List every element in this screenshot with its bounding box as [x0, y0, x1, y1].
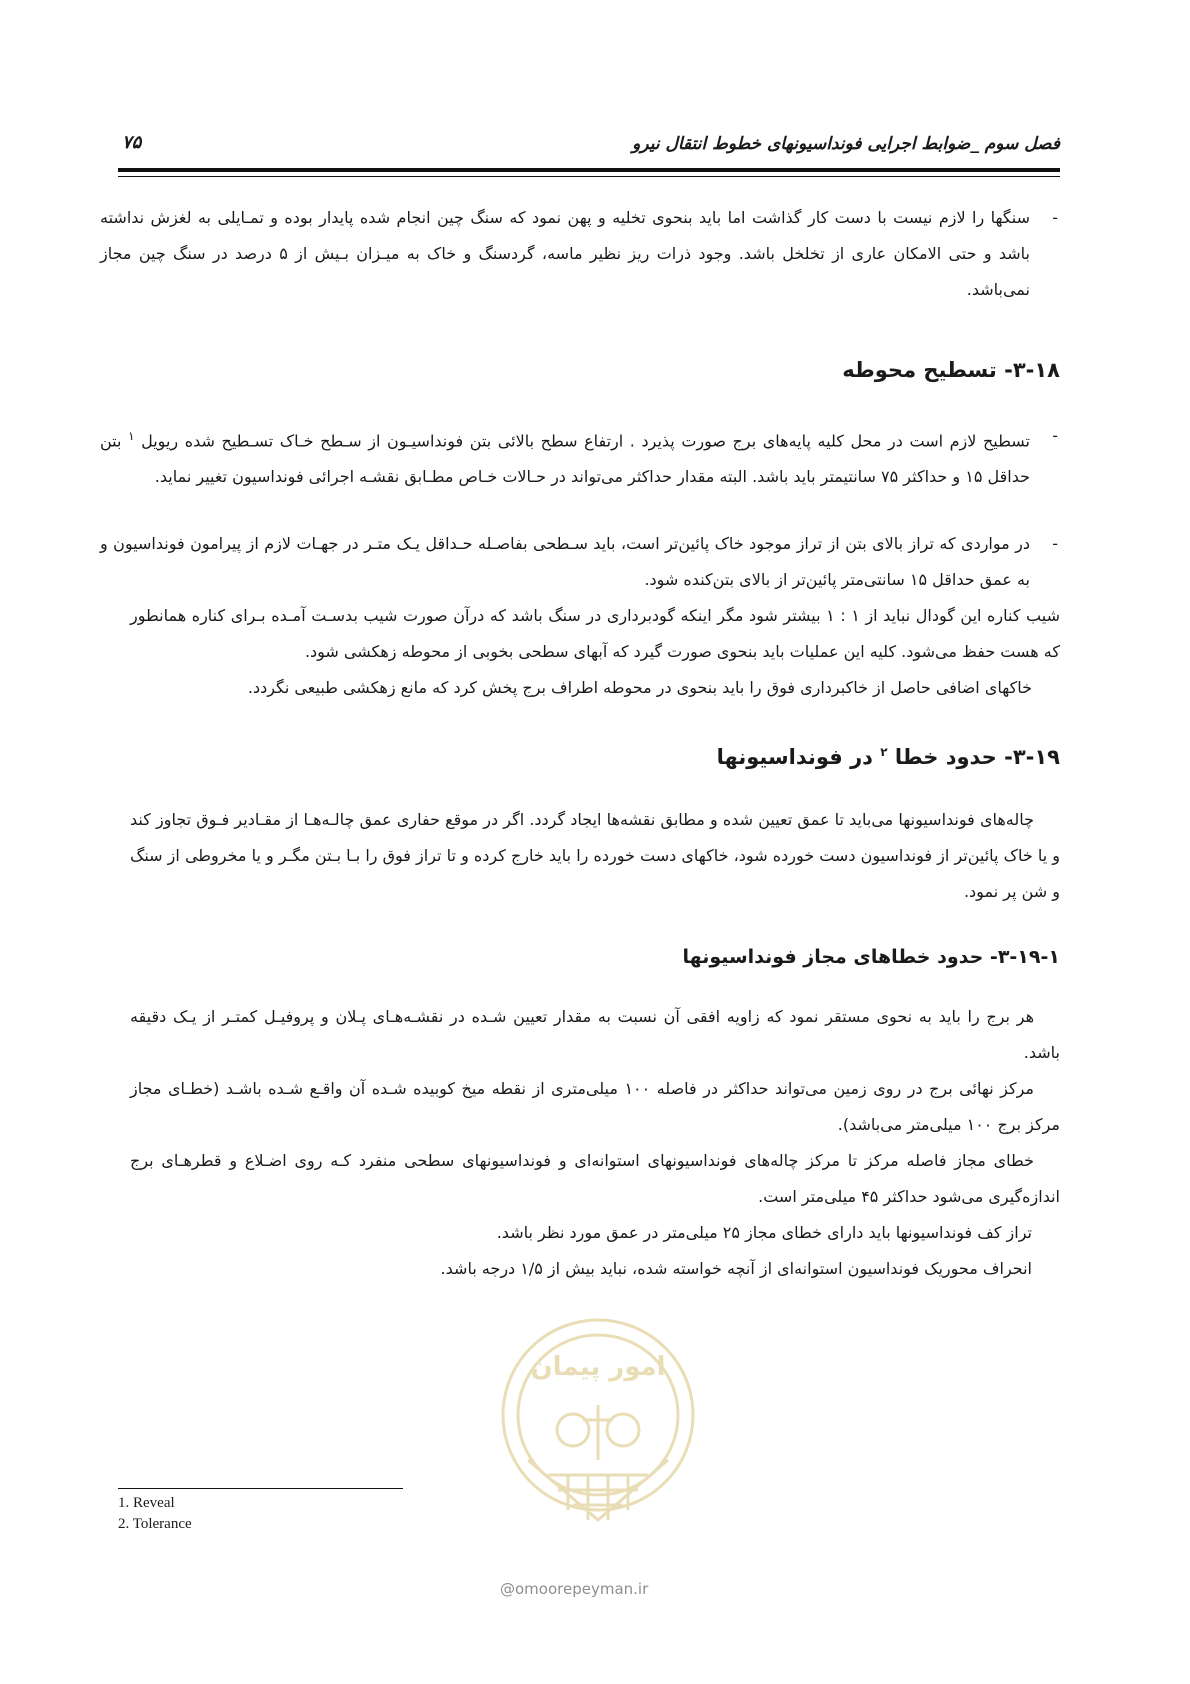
paragraph-axis-deviation: انحراف محوریک فونداسیون استوانه‌ای از آنچه خواسته شده، نباید بیش از ۱/۵ درجه باشد. [440, 1259, 1032, 1278]
footnote-ref-1: ۱ [128, 429, 135, 443]
paragraph-excess-soil: خاکهای اضافی حاصل از خاکبرداری فوق را باید بنحوی در محوطه اطراف برج پخش کرد که مانع زهکشی طبیعی نگردد. [247, 678, 1032, 697]
footnote-ref-2: ۲ [880, 745, 888, 759]
watermark-logo-text: امور پیمان [530, 1352, 666, 1382]
watermark-logo [488, 1310, 708, 1560]
bullet-stones: - سنگها را لازم نیست با دست کار گذاشت اما باید بنحوی تخلیه و پهن نمود که سنگ چین انجام شده پایدار بوده و تمـایلی به لغزش نداشته باشد و حتی الامکان عاری از تخلخل باشد. وجود ذرات ریز نظیر ماسه، گردسنگ و خاک به میـزان بـیش از ۵ درصد در سنگ چین مجاز نمی‌باشد. [100, 200, 1060, 308]
footnote-1: 1. Reveal [118, 1495, 175, 1511]
bullet-grading-height [100, 418, 1060, 495]
paragraph-floor-level: تراز کف فونداسیونها باید دارای خطای مجاز ۲۵ میلی‌متر در عمق مورد نظر باشد. [496, 1223, 1032, 1242]
bullet-text-part2: بتن حداقل ۱۵ و حداکثر ۷۵ سانتیمتر باید باشد. البته مقدار حداکثر می‌تواند در حـالات خـاص مطـابق نقشـه اجرائی فونداسیون تغییر نماید. [100, 431, 1030, 487]
page-number: ۷۵ [122, 132, 142, 153]
header-rule-thick [118, 168, 1060, 172]
footnote-rule [118, 1488, 403, 1489]
paragraph-tower-center: مرکز نهائی برج در روی زمین می‌تواند حداکثر در فاصله ۱۰۰ میلی‌متری از نقطه میخ کوبیده شـده آن واقـع شـده باشـد (خطـای مجاز مرکز برج ۱۰۰ میلی‌متر می‌باشد). [130, 1079, 1060, 1134]
header-rule-thin [118, 176, 1060, 177]
heading-3-19: ۳-۱۹- حدود خطا $^۲$ در فونداسیونها [716, 745, 1060, 769]
paragraph-pits: چاله‌های فونداسیونها می‌باید تا عمق تعیین شده و مطابق نقشه‌ها ایجاد گردد. اگر در موقع حفاری عمق چالـه‌هـا از مقـادیر فـوق تجاوز کند و یا خاک پائین‌تر از فونداسیون دست خورده شود، خاکهای دست خورده را باید خارج کرده و تا تراز فوق را بـا بـتن مگـر و یا مخروطی از سنگ و شن پر نمود. [130, 810, 1060, 901]
paragraph-pit-distance: خطای مجاز فاصله مرکز تا مرکز چاله‌های فونداسیونهای استوانه‌ای و فونداسیونهای سطحی منفرد کـه روی اضـلاع و قطرهـای برج اندازه‌گیری می‌شود حداکثر ۴۵ میلی‌متر است. [130, 1151, 1060, 1206]
heading-3-19-1: ۳-۱۹-۱- حدود خطاهای مجاز فونداسیونها [682, 946, 1060, 968]
paragraph-tower-angle: هر برج را باید به نحوی مستقر نمود که زاویه افقی آن نسبت به مقدار تعیین شـده در نقشـه‌هـای پـلان و پروفیـل کمتـر از یـک دقیقه باشد. [130, 1007, 1060, 1062]
paragraph-slope: شیب کناره این گودال نباید از ۱ : ۱ بیشتر شود مگر اینکه گودبرداری در سنگ باشد که درآن صورت شیب بدسـت آمـده بـرای کناره همانطور که هست حفظ می‌شود. کلیه این عملیات باید بنحوی صورت گیرد که آبهای سطحی بخوبی از محوطه زهکشی شود. [130, 606, 1060, 661]
bullet-text-part1: تسطیح لازم است در محل کلیه پایه‌های برج صورت پذیرد . ارتفاع سطح بالائی بتن فونداسیـون از سـطح خـاک تسـطیح شده ریویل [141, 431, 1030, 451]
heading-3-18: ۳-۱۸- تسطیح محوطه [842, 358, 1060, 382]
at-icon: @ [500, 1580, 515, 1598]
running-header-title: فصل سوم _ضوابط اجرایی فونداسیونهای خطوط انتقال نیرو [632, 134, 1060, 154]
footnote-2: 2. Tolerance [118, 1516, 192, 1532]
bullet-excavation-around: - در مواردی که تراز بالای بتن از تراز موجود خاک پائین‌تر است، باید سـطحی بفاصـله حـداقل یـک متـر در جهـات لازم از پیرامون فونداسیون و به عمق حداقل ۱۵ سانتی‌متر پائین‌تر از بالای بتن‌کنده شود. [100, 526, 1060, 598]
watermark-site: @omoorepeyman.ir [500, 1580, 649, 1598]
